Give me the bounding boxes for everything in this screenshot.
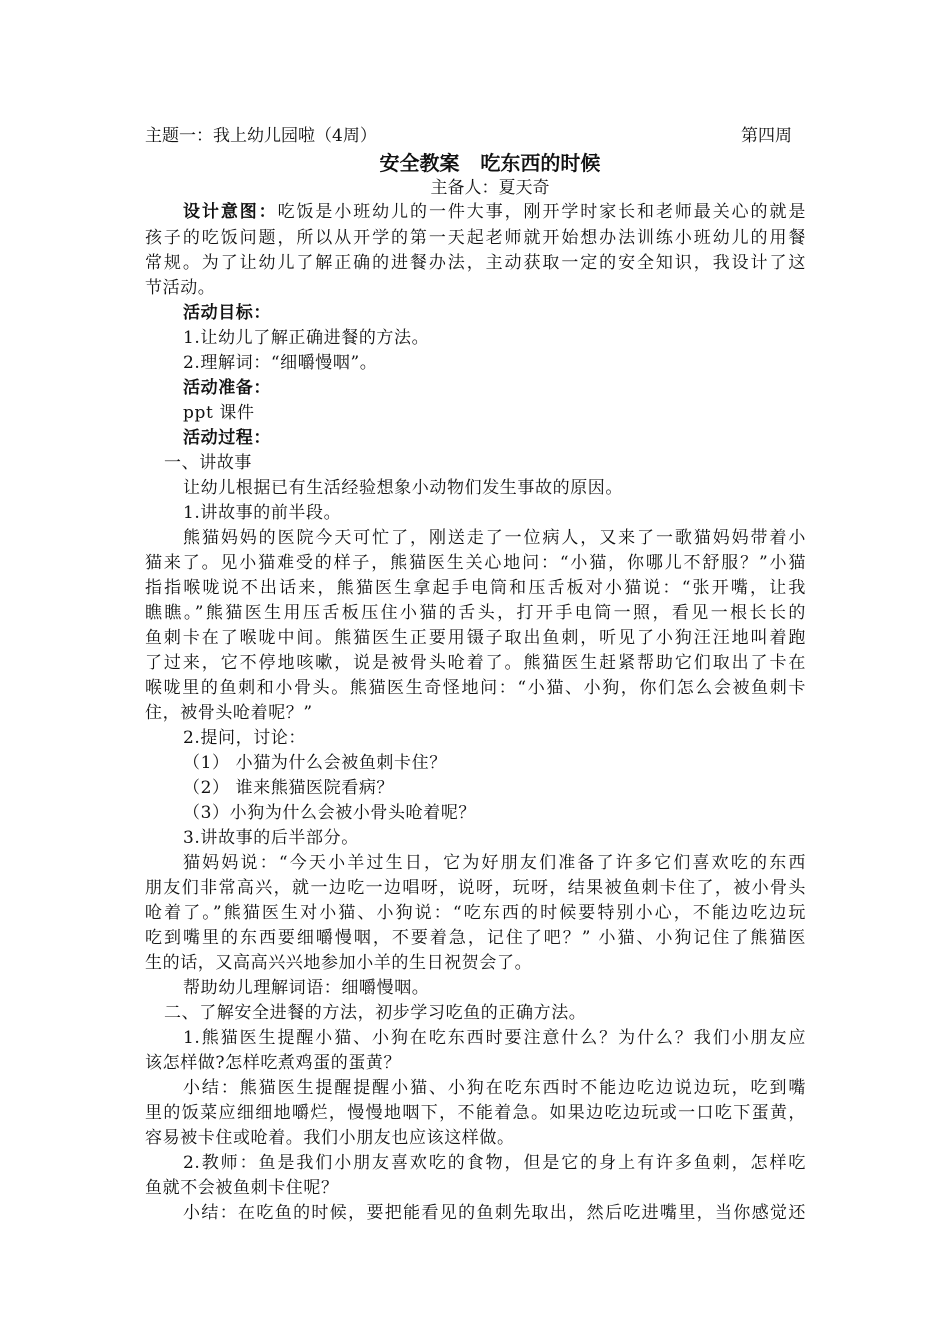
story-1-line-8: 住，被骨头呛着呢？” [145,703,313,723]
question-1: （1） 小猫为什么会被鱼刺卡住？ [183,753,447,773]
goal-item-1: 1.让幼儿了解正确进餐的方法。 [183,328,430,348]
design-intent-line-2: 孩子的吃饭问题，所以从开学的第一天起老师就开始想办法训练小班幼儿的用餐 [145,228,806,248]
question-3: （3）小狗为什么会被小骨头呛着呢？ [183,803,477,823]
goal-heading: 活动目标： [183,303,271,323]
story-2-line-4: 吃到嘴里的东西要细嚼慢咽，不要着急，记住了吧？” 小猫、小狗记住了熊猫医 [145,928,806,948]
design-intent-line-1: 设计意图：吃饭是小班幼儿的一件大事，刚开学时家长和老师最关心的就是 [183,202,806,222]
question-2: （2） 谁来熊猫医院看病？ [183,778,395,798]
story-1-line-3: 指指喉咙说不出话来，熊猫医生拿起手电筒和压舌板对小猫说：“张开嘴，让我 [145,578,806,598]
week-label: 第四周 [741,126,792,146]
section-1-heading: 一、讲故事 [164,453,252,473]
story-part-2-label: 3.讲故事的后半部分。 [183,828,359,848]
section-2-question-1-line-1: 1.熊猫医生提醒小猫、小狗在吃东西时要注意什么？为什么？我们小朋友应 [183,1028,806,1048]
summary-1-line-2: 里的饭菜应细细地嚼烂，慢慢地咽下，不能着急。如果边吃边玩或一口吃下蛋黄， [145,1103,806,1123]
design-intent-line-4: 节活动。 [145,278,216,298]
theme-header: 主题一：我上幼儿园啦（4周） [145,126,377,146]
story-2-line-1: 猫妈妈说：“今天小羊过生日，它为好朋友们准备了许多它们喜欢吃的东西 [183,853,806,873]
prep-heading: 活动准备： [183,378,271,398]
story-2-line-2: 朋友们非常高兴，就一边吃一边唱呀，说呀，玩呀，结果被鱼刺卡住了，被小骨头 [145,878,806,898]
section-2-question-1-line-2: 该怎样做?怎样吃煮鸡蛋的蛋黄？ [145,1053,402,1073]
story-1-line-4: 瞧瞧。”熊猫医生用压舌板压住小猫的舌头，打开手电筒一照，看见一根长长的 [145,603,806,623]
story-part-1-label: 1.讲故事的前半段。 [183,503,342,523]
process-heading: 活动过程： [183,428,271,448]
story-1-line-6: 了过来，它不停地咳嗽，说是被骨头呛着了。熊猫医生赶紧帮助它们取出了卡在 [145,653,806,673]
design-intent-line-3: 常规。为了让幼儿了解正确的进餐办法，主动获取一定的安全知识，我设计了这 [145,253,806,273]
story-2-line-3: 呛着了。”熊猫医生对小猫、小狗说：“吃东西的时候要特别小心，不能边吃边玩 [145,903,806,923]
story-1-line-5: 鱼刺卡在了喉咙中间。熊猫医生正要用镊子取出鱼刺，听见了小狗汪汪地叫着跑 [145,628,806,648]
summary-1-line-3: 容易被卡住或呛着。我们小朋友也应该这样做。 [145,1128,515,1148]
discussion-label: 2.提问，讨论： [183,728,307,748]
story-1-line-2: 猫来了。见小猫难受的样子，熊猫医生关心地问：“小猫，你哪儿不舒服？”小猫 [145,553,806,573]
vocabulary-help: 帮助幼儿理解词语：细嚼慢咽。 [183,978,430,998]
summary-1-line-1: 小结：熊猫医生提醒提醒小猫、小狗在吃东西时不能边吃边说边玩，吃到嘴 [183,1078,806,1098]
story-1-line-1: 熊猫妈妈的医院今天可忙了，刚送走了一位病人，又来了一歌猫妈妈带着小 [183,528,806,548]
section-2-heading: 二、了解安全进餐的方法，初步学习吃鱼的正确方法。 [164,1003,587,1023]
story-1-line-7: 喉咙里的鱼刺和小骨头。熊猫医生奇怪地问：“小猫、小狗，你们怎么会被鱼刺卡 [145,678,806,698]
design-intent-label: 设计意图： [183,202,278,222]
section-2-question-2-line-1: 2.教师：鱼是我们小朋友喜欢吃的食物，但是它的身上有许多鱼刺，怎样吃 [183,1153,806,1173]
prep-item: ppt 课件 [183,403,255,423]
goal-item-2: 2.理解词：“细嚼慢咽”。 [183,353,378,373]
lesson-title: 安全教案 吃东西的时候 [379,151,601,175]
section-2-question-2-line-2: 鱼就不会被鱼刺卡住呢？ [145,1178,339,1198]
summary-2-line-1: 小结：在吃鱼的时候，要把能看见的鱼刺先取出，然后吃进嘴里，当你感觉还 [183,1203,806,1223]
story-2-line-5: 生的话，又高高兴兴地参加小羊的生日祝贺会了。 [145,953,533,973]
author-line: 主备人：夏天奇 [430,178,550,198]
section-1-intro: 让幼儿根据已有生活经验想象小动物们发生事故的原因。 [183,478,623,498]
